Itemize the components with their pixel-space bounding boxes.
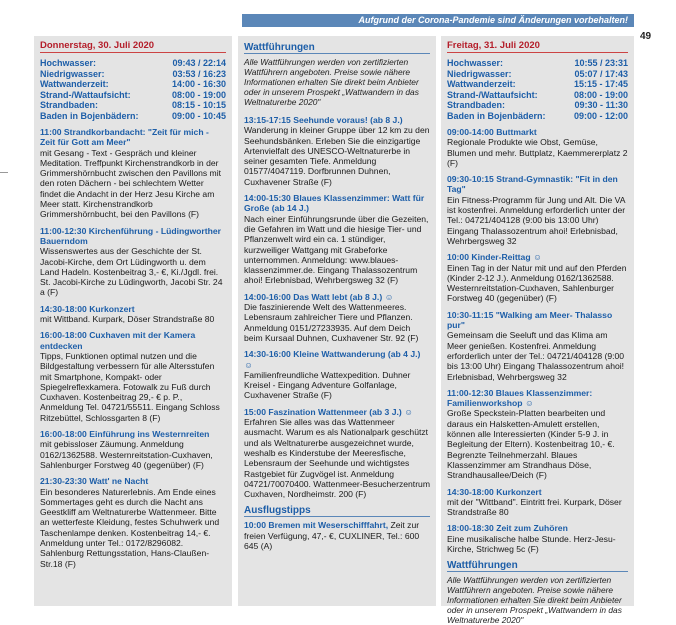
event-body: Wissenswertes aus der Geschichte der St. Jacobi-Kirche, dem Ort Lüdingworth u. dem Land Hadeln. Kostenbeitrag 3,- €, Ki./Jgdl. frei. St. Jacobi-Kirche zu Lüdingworth, Jacobi Str. 24 a (F) [40, 246, 223, 298]
event-body: mit der "Wittband". Eintritt frei. Kurpark, Döser Strandstraße 80 [447, 496, 622, 518]
tide-row [447, 58, 628, 69]
event-item [40, 226, 226, 298]
event-body: Einen Tag in der Natur mit und auf den Pferden (Kinder 2-12 J.). Anmeldung 0162/1362588. Westernreitstation-Cuxhaven, Sahlenburger Forstweg 40 (gegenüber) (F) [447, 262, 627, 304]
tide-row [40, 111, 226, 122]
tide-row [40, 69, 226, 80]
event-title: 13:15-17:15 Seehunde voraus! (ab 8 J.) [244, 115, 403, 125]
column-wattfuehrungen [238, 36, 436, 606]
tide-label: Wattwanderzeit: [447, 79, 516, 89]
event-body: Nach einer Einführungsrunde über die Gezeiten, die Gefahren im Watt und die hiesige Tier- und Pflanzenwelt wird ein ca. 1 stündiger, kurzweiliger Wattgang mit Grabeforke unternommen. Anmeldung: www.blaues-klassenzimmer.de. Eingang Thalassozentrum ahoi! Erlebnisbad, Wehrbergsweg 32 (F) [244, 213, 429, 286]
page-number: 49 [640, 31, 652, 42]
section-heading-ausflugstipps: Ausflugstipps [244, 505, 430, 517]
event-item [244, 349, 430, 400]
event-title: 14:30-18:00 Kurkonzert [40, 303, 135, 314]
tide-value: 10:55 / 23:31 [574, 58, 628, 68]
tide-value: 15:15 - 17:45 [573, 79, 628, 89]
event-title: 14:00-15:30 Blaues Klassenzimmer: Watt für Große (ab 14 J.) [244, 193, 425, 214]
tide-label: Strandbaden: [447, 100, 506, 110]
margin-mark [0, 172, 8, 179]
day-heading-friday: Freitag, 31. Juli 2020 [447, 40, 628, 53]
tide-row [447, 79, 628, 90]
event-body: mit Wittband. Kurpark, Döser Strandstraße 80 [40, 314, 215, 325]
event-body: Ein besonderes Naturerlebnis. Am Ende eines Sommertages geht es durch die Nacht ans Geestkliff am Weltnaturerbe Wattenmeer. Bitte an wetterfeste Kleidung, festes Schuhwerk und Taschenlampe denken. Kostenbeitrag 14,- €. Anmeldung unter Tel.: 0172/8296082. Sahlenburg Rettungsstation, Hans-Claußen-Str.18 (F) [40, 486, 220, 569]
event-title: 14:00-16:00 Das Watt lebt (ab 8 J.) ☺ [244, 291, 394, 302]
tide-row [40, 79, 226, 90]
event-body: Erfahren Sie alles was das Wattenmeer ausmacht. Warum es als Nationalpark geschützt und als Weltnaturerbe ausgezeichnet wurde, weshalb es Kinderstube der Meeresfische, Lebensraum der Seehunde und wichtigstes Rastgebiet für Zugvögel ist. Anmeldung 04721/70070400. Wattenmeer-Besucherzentrum Cuxhaven, Nordheimstr. 200 (F) [244, 417, 430, 500]
tide-label: Hochwasser: [40, 58, 97, 68]
event-title: 16:00-18:00 Einführung ins Westernreiten [40, 429, 210, 440]
event-item [447, 388, 628, 481]
event-body: Ein Fitness-Programm für Jung und Alt. Die VA ist kostenfrei. Anmeldung erforderlich unter der Tel.: 04721/404128 (9:00 bis 13:00 Uhr) Eingang Thalassozentrum ahoi! Erlebnisbad, Wehrbergsweg 32 [447, 194, 626, 246]
trip-body: Zeit zur freien Verfügung, 47,- €, CUXLINER, Tel.: 600 645 (A) [244, 520, 420, 551]
banner-text: Aufgrund der Corona-Pandemie sind Änderungen vorbehalten! [358, 15, 628, 25]
event-item [244, 292, 430, 343]
tide-label: Hochwasser: [447, 58, 504, 68]
event-body: Die faszinierende Welt des Wattenmeeres. Lebensraum zahlreicher Tiere und Pflanzen. Anmeldung 0151/27233935. Auf dem Deich beim Kursaal Duhnen, Cuxhavener Str. 92 (F) [244, 302, 419, 343]
section-intro: Alle Wattführungen werden von zertifizierten Wattführern angeboten. Preise sowie nähere Informationen erhalten Sie direkt beim Anbieter oder in unserem Prospekt „Wattwandern in das Weltnaturerbe 2020" [447, 575, 622, 625]
event-title: 11:00-12:30 Kirchenführung - Lüdingworther Bauerndom [40, 225, 221, 246]
event-item [40, 429, 226, 470]
event-item [447, 310, 628, 382]
event-title: 14:30-18:00 Kurkonzert [447, 486, 542, 497]
tide-value: 08:00 - 19:00 [171, 89, 226, 100]
tide-table-thursday [40, 58, 226, 121]
tide-row [447, 69, 628, 80]
event-title: 09:30-10:15 Strand-Gymnastik: "Fit in den Tag" [447, 174, 618, 195]
event-item [40, 476, 226, 569]
tide-label: Strand-/Wattaufsicht: [447, 89, 538, 100]
tide-value: 09:30 - 11:30 [574, 100, 628, 110]
trip-title: 10:00 Bremen mit Weserschifffahrt, [244, 520, 389, 531]
event-body: mit Gesang - Text - Gespräch und kleiner Meditation. Treffpunkt Kirchenstrandkorb in der Grimmershörnbucht zwischen den Pavillons mit den roten Dächern - bei schlechtem Wetter findet die Andacht in der Herz Jesu Kirche am Meer statt. Kirchenstrandkorb Grimmershörnbucht, bei den Pavillons (F) [40, 147, 222, 220]
section-heading-wattfuehrungen: Wattführungen [244, 42, 430, 54]
event-body: Wanderung in kleiner Gruppe über 12 km zu den Seehundsbänken. Erleben Sie die einzigartige Artenvielfalt des UNESCO-Weltnaturerbe in seiner gesamten Tiefe. Anmeldung 01577/4047119. Dorfbrunnen Duhnen, Cuxhavener Straße (F) [244, 125, 430, 187]
event-title: 14:30-16:00 Kleine Wattwanderung (ab 4 J.) ☺ [244, 349, 421, 370]
event-item [40, 330, 226, 423]
event-body: mit gebissloser Zäumung. Anmeldung 0162/1362588. Westernreitstation-Cuxhaven, Sahlenburger Forstweg 40 (gegenüber) (F) [40, 439, 213, 470]
event-item [244, 407, 430, 500]
trip-item [244, 520, 430, 551]
tide-row [447, 111, 628, 122]
tide-label: Baden in Bojenbädern: [40, 110, 139, 121]
section-heading-wattfuehrungen: Wattführungen [447, 560, 628, 572]
event-item [40, 304, 226, 325]
event-body: Große Speckstein-Platten bearbeiten und daraus ein Halsketten-Amulett erstellen, können alle Interessierten (Kinder 5-9 J. in Begleitung der Eltern). Kostenbeitrag 10,- €. Begrenzte Teilnehmerzahl. Blaues Klassenzimmer am Strandhaus Döse, Strandhausallee/Deich (F) [447, 408, 615, 481]
event-body: Eine musikalische halbe Stunde. Herz-Jesu-Kirche, Strichweg 5c (F) [447, 533, 616, 554]
tide-value: 09:00 - 10:45 [171, 110, 226, 121]
tide-row [40, 90, 226, 101]
tide-row [447, 90, 628, 101]
tide-value: 09:43 / 22:14 [172, 58, 226, 68]
column-thursday [34, 36, 232, 606]
tide-label: Strandbaden: [40, 100, 99, 110]
event-item [244, 193, 430, 286]
event-item [244, 115, 430, 187]
tide-value: 05:07 / 17:43 [574, 68, 628, 79]
event-title: 15:00 Faszination Wattenmeer (ab 3 J.) ☺ [244, 406, 413, 417]
event-item [40, 127, 226, 220]
day-heading-thursday: Donnerstag, 30. Juli 2020 [40, 40, 226, 53]
event-title: 11:00-12:30 Blaues Klassenzimmer: Familienworkshop ☺ [447, 387, 593, 409]
corona-banner [242, 14, 634, 27]
event-body: Regionale Produkte wie Obst, Gemüse, Blumen und mehr. Buttplatz, Kaemmererplatz 2 (F) [447, 137, 628, 168]
event-body: Familienfreundliche Wattexpedition. Duhner Kreisel - Eingang Adventure Golfanlage, Cuxhavener Straße (F) [244, 369, 411, 401]
event-title: 18:00-18:30 Zeit zum Zuhören [447, 523, 568, 534]
column-friday [441, 36, 634, 625]
tide-label: Niedrigwasser: [447, 68, 512, 79]
tide-value: 03:53 / 16:23 [172, 68, 226, 79]
tide-value: 09:00 - 12:00 [573, 110, 628, 121]
section-intro: Alle Wattführungen werden von zertifizierten Wattführern angeboten. Preise sowie nähere Informationen erhalten Sie direkt beim Anbieter oder in unserem Prospekt „Wattwandern in das Weltnaturerbe 2020" [244, 57, 419, 107]
event-title: 10:30-11:15 "Walking am Meer- Thalasso pur" [447, 309, 613, 331]
tide-table-friday [447, 58, 628, 121]
event-title: 16:00-18:00 Cuxhaven mit der Kamera entdecken [40, 330, 196, 351]
tide-row [447, 100, 628, 111]
tide-value: 08:00 - 19:00 [573, 89, 628, 100]
tide-label: Wattwanderzeit: [40, 79, 109, 89]
tide-label: Strand-/Wattaufsicht: [40, 89, 131, 100]
event-item [447, 252, 628, 303]
tide-value: 14:00 - 16:30 [171, 79, 226, 89]
event-title: 11:00 Strandkorbandacht: "Zeit für mich - Zeit für Gott am Meer" [40, 127, 209, 148]
event-body: Tipps, Funktionen optimal nutzen und die Bildgestaltung verbessern für alle Altersstufen mit Smartphone, Kompakt- oder Spiegelreflexkamera. Fotowalk zu Fuß durch Cuxhaven. Kostenbeitrag 29,- € p. P., Anmeldung Tel. 04721/55511. Eingang Schloss Ritzebüttel, Schlossgarten 8 (F) [40, 350, 220, 423]
event-title: 09:00-14:00 Buttmarkt [447, 127, 537, 137]
event-item [447, 127, 628, 168]
event-title: 21:30-23:30 Watt' ne Nacht [40, 476, 149, 487]
tide-row [40, 100, 226, 111]
tide-label: Niedrigwasser: [40, 68, 105, 79]
event-item [447, 174, 628, 246]
event-title: 10:00 Kinder-Reittag ☺ [447, 252, 542, 263]
tide-value: 08:15 - 10:15 [171, 100, 226, 110]
event-body: Gemeinsam die Seeluft und das Klima am Meer genießen. Kostenfrei. Anmeldung erforderlich unter der Tel.: 04721/404128 (9:00 bis 13:00 Uhr) Eingang Thalassozentrum ahoi! Erlebnisbad, Wehrbergsweg 32 [447, 330, 625, 382]
event-item [447, 523, 628, 554]
tide-label: Baden in Bojenbädern: [447, 110, 546, 121]
event-item [447, 487, 628, 518]
tide-row [40, 58, 226, 69]
